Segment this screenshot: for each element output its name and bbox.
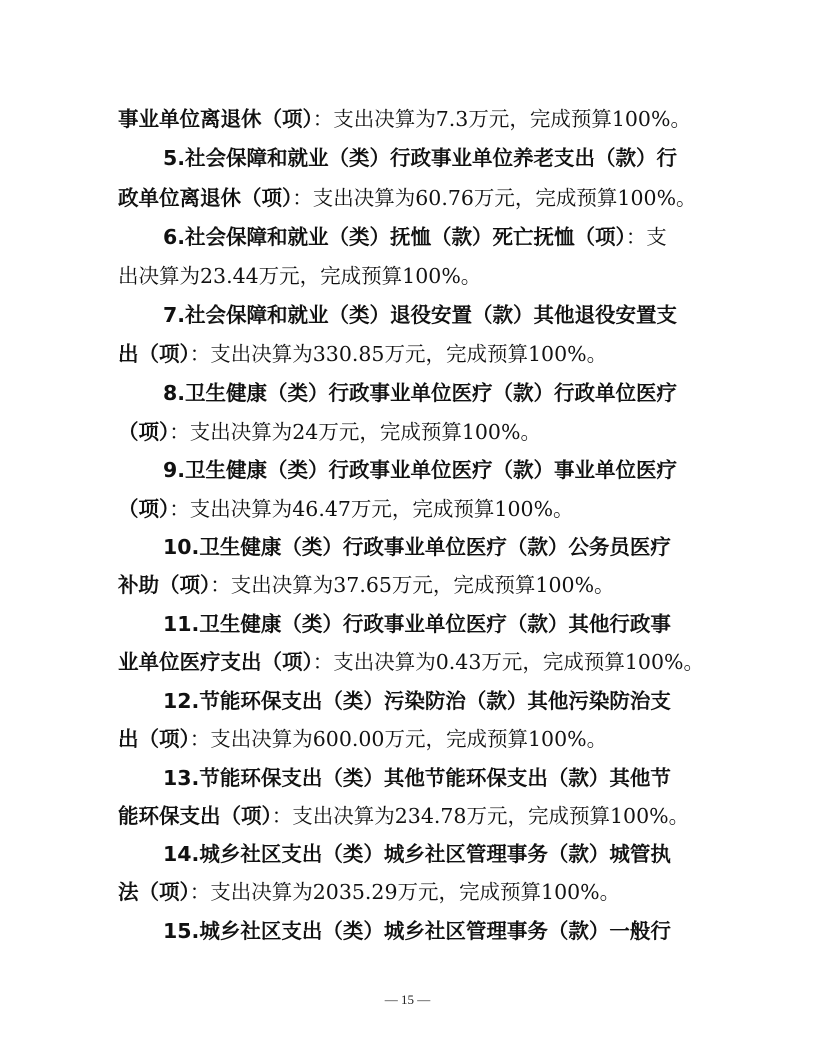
text-line [163,844,708,865]
text-line [118,575,708,596]
text-line [118,729,708,750]
text-line [163,148,708,169]
item-heading: 出（项） [118,342,190,366]
item-text: ：支出决算为2035.29万元，完成预算100%。 [189,880,621,904]
text-line [163,921,708,942]
text-line [163,305,708,326]
item-heading: 法（项） [118,880,190,904]
text-line [118,266,708,287]
item-heading: 出（项） [118,727,190,751]
page-number: — 15 — [384,992,431,1007]
item-text: ：支 [625,225,667,249]
item-heading: 10.卫生健康（类）行政事业单位医疗（款）公务员医疗 [163,535,671,559]
item-text: ：支出决算为0.43万元，完成预算100%。 [312,650,705,674]
item-text: ：支出决算为46.47万元，完成预算100%。 [169,497,574,521]
text-line [118,188,708,209]
item-heading: 13.节能环保支出（类）其他节能环保支出（款）其他节 [163,766,671,790]
text-line [118,499,708,520]
text-line [118,882,708,903]
item-heading: 业单位医疗支出（项） [118,650,313,674]
text-line [163,768,708,789]
text-line [118,109,708,130]
item-text: ：支出决算为7.3万元，完成预算100%。 [312,107,691,131]
text-line [163,460,708,481]
text-line [118,652,708,673]
item-heading: 补助（项） [118,573,211,597]
item-heading: 8.卫生健康（类）行政事业单位医疗（款）行政单位医疗 [163,381,678,405]
item-heading: （项） [118,420,170,444]
item-heading: 事业单位离退休（项） [118,107,313,131]
item-heading: 11.卫生健康（类）行政事业单位医疗（款）其他行政事 [163,612,671,636]
text-line [163,383,708,404]
text-line [118,806,708,827]
item-text: ：支出决算为234.78万元，完成预算100%。 [271,804,690,828]
item-text: ：支出决算为600.00万元，完成预算100%。 [189,727,608,751]
item-heading: 能环保支出（项） [118,804,272,828]
item-heading: 12.节能环保支出（类）污染防治（款）其他污染防治支 [163,689,671,713]
item-text: 出决算为23.44万元，完成预算100%。 [118,264,482,288]
item-heading: 政单位离退休（项） [118,186,293,210]
text-line [163,537,708,558]
item-text: ：支出决算为60.76万元，完成预算100%。 [292,186,697,210]
item-heading: 15.城乡社区支出（类）城乡社区管理事务（款）一般行 [163,919,671,943]
item-text: ：支出决算为330.85万元，完成预算100%。 [189,342,608,366]
item-heading: 9.卫生健康（类）行政事业单位医疗（款）事业单位医疗 [163,458,678,482]
item-text: ：支出决算为37.65万元，完成预算100%。 [210,573,615,597]
item-heading: 5.社会保障和就业（类）行政事业单位养老支出（款）行 [163,146,678,170]
text-line [163,227,708,248]
text-line [163,614,708,635]
item-heading: 7.社会保障和就业（类）退役安置（款）其他退役安置支 [163,303,678,327]
text-line [163,691,708,712]
item-heading: 6.社会保障和就业（类）抚恤（款）死亡抚恤（项） [163,225,626,249]
item-text: ：支出决算为24万元，完成预算100%。 [169,420,541,444]
item-heading: 14.城乡社区支出（类）城乡社区管理事务（款）城管执 [163,842,671,866]
text-line [118,344,708,365]
item-heading: （项） [118,497,170,521]
text-line [118,422,708,443]
